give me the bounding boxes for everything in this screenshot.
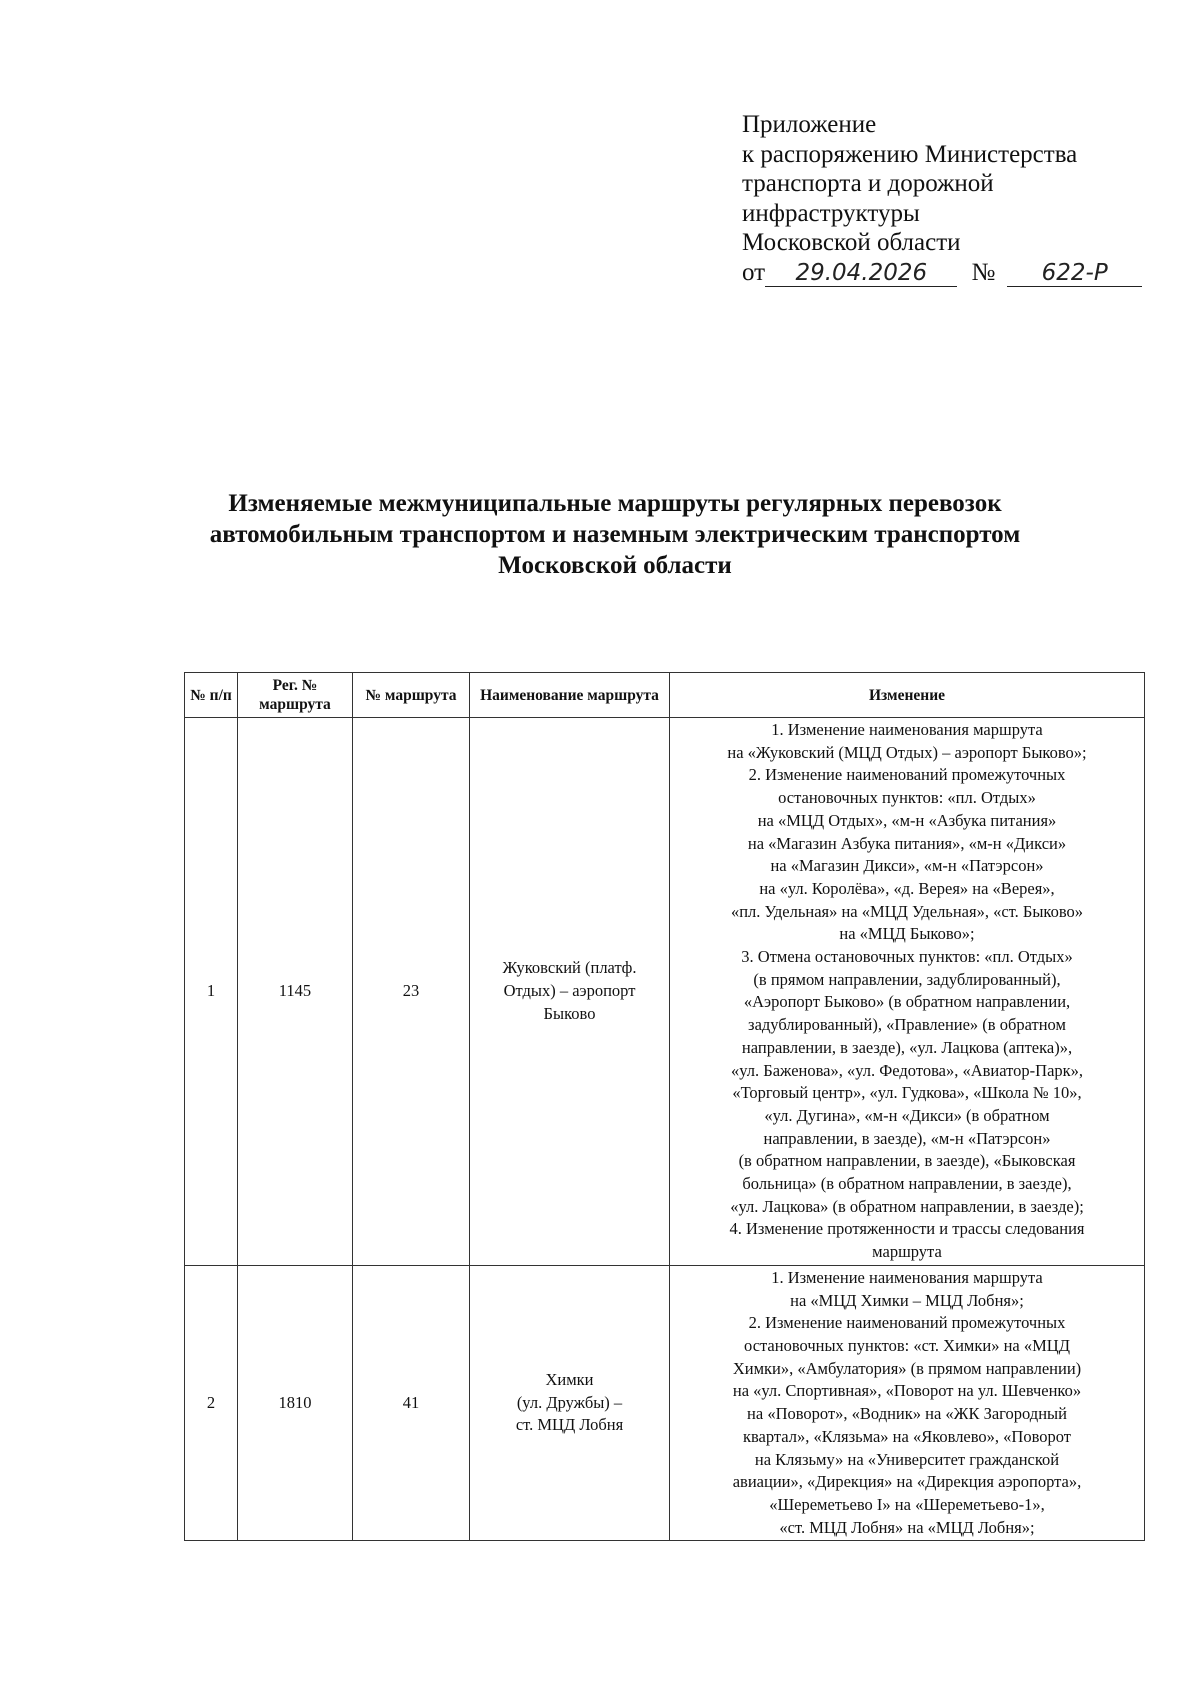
change-line: «ул. Баженова», «ул. Федотова», «Авиатор-Парк», <box>730 1060 1084 1080</box>
change-line: на «МЦД Быково»; <box>839 924 975 944</box>
table-row <box>185 718 1145 1266</box>
change-line: авиации», «Дирекция» на «Дирекция аэропорта», <box>732 1472 1082 1492</box>
cell-num: 2 <box>185 1265 238 1540</box>
route-name-line: (ул. Дружбы) – <box>516 1392 623 1412</box>
title-line: автомобильным транспортом и наземным электрическим транспортом <box>209 521 1021 548</box>
change-line: на «Поворот», «Водник» на «ЖК Загородный <box>747 1404 1067 1424</box>
routes-table <box>184 672 1145 1541</box>
change-line: больница» (в обратном направлении, в заезде), <box>742 1174 1072 1194</box>
cell-num: 1 <box>185 718 238 1266</box>
change-line: направлении, в заезде), «м-н «Патэрсон» <box>763 1128 1051 1148</box>
change-line: Химки», «Амбулатория» (в прямом направлении) <box>732 1358 1082 1378</box>
cell-route-name <box>470 1265 670 1540</box>
route-name-line: Жуковский (платф. <box>502 958 637 978</box>
change-line: 2. Изменение наименований промежуточных <box>748 1313 1066 1333</box>
change-line: «Торговый центр», «ул. Гудкова», «Школа № 10», <box>732 1083 1082 1103</box>
appendix-block <box>742 110 1142 287</box>
appendix-line: транспорта и дорожной <box>742 170 994 197</box>
cell-reg-number: 1810 <box>238 1265 353 1540</box>
change-line: «Шереметьево I» на «Шереметьево-1», <box>769 1494 1045 1514</box>
header-reg-number: Рег. № маршрута <box>238 673 353 718</box>
number-prefix: № <box>971 258 996 286</box>
change-line: «пл. Удельная» на «МЦД Удельная», «ст. Быково» <box>730 901 1084 921</box>
change-line: 1. Изменение наименования маршрута <box>771 1267 1043 1287</box>
header-route-number: № маршрута <box>353 673 470 718</box>
header-route-name: Наименование маршрута <box>470 673 670 718</box>
route-name-line: ст. МЦД Лобня <box>515 1415 624 1435</box>
cell-change <box>670 1265 1145 1540</box>
handwritten-number: 622-Р <box>1007 260 1142 287</box>
change-line: «ул. Дугина», «м-н «Дикси» (в обратном <box>764 1105 1050 1125</box>
change-line: 1. Изменение наименования маршрута <box>771 720 1043 739</box>
change-line: (в обратном направлении, в заезде), «Быковская <box>738 1151 1076 1171</box>
cell-reg-number: 1145 <box>238 718 353 1266</box>
cell-route-name <box>470 718 670 1266</box>
change-line: на «Магазин Дикси», «м-н «Патэрсон» <box>770 856 1044 876</box>
change-line: на «МЦД Химки – МЦД Лобня»; <box>790 1290 1024 1310</box>
appendix-line: инфраструктуры <box>742 199 920 227</box>
route-name-line: Быково <box>543 1003 596 1023</box>
appendix-line: к распоряжению Министерства <box>742 140 1078 168</box>
cell-route-number: 41 <box>353 1265 470 1540</box>
change-line: на «Магазин Азбука питания», «м-н «Дикси» <box>747 833 1067 853</box>
change-line: 2. Изменение наименований промежуточных <box>748 765 1066 785</box>
handwritten-date: 29.04.2026 <box>765 260 957 287</box>
change-line: (в прямом направлении, задублированный), <box>753 969 1061 989</box>
appendix-line: Приложение <box>742 111 877 138</box>
table-row <box>185 1265 1145 1540</box>
route-name-line: Химки <box>545 1370 594 1390</box>
change-line: маршрута <box>872 1242 942 1262</box>
change-line: на «МЦД Отдых», «м-н «Азбука питания» <box>757 810 1057 830</box>
cell-change <box>670 718 1145 1266</box>
change-line: 3. Отмена остановочных пунктов: «пл. Отдых» <box>741 947 1073 967</box>
appendix-line: Московской области <box>742 229 961 256</box>
change-line: «Аэропорт Быково» (в обратном направлении, <box>743 992 1071 1012</box>
change-line: «ст. МЦД Лобня» на «МЦД Лобня»; <box>779 1517 1035 1537</box>
change-line: задублированный), «Правление» (в обратном <box>748 1015 1066 1035</box>
change-line: на Клязьму» на «Университет гражданской <box>754 1449 1060 1469</box>
change-line: остановочных пунктов: «пл. Отдых» <box>778 788 1036 808</box>
title-line: Московской области <box>498 552 732 579</box>
header-num: № п/п <box>185 673 238 718</box>
change-line: квартал», «Клязьма» на «Яковлево», «Поворот <box>742 1426 1072 1446</box>
change-line: «ул. Лацкова» (в обратном направлении, в заезде); <box>730 1196 1084 1216</box>
route-name-line: Отдых) – аэропорт <box>503 981 636 1001</box>
change-line: остановочных пунктов: «ст. Химки» на «МЦД <box>744 1335 1070 1355</box>
cell-route-number: 23 <box>353 718 470 1266</box>
date-number-line <box>742 258 1142 288</box>
change-line: на «ул. Спортивная», «Поворот на ул. Шевченко» <box>732 1381 1082 1401</box>
change-line: 4. Изменение протяженности и трассы следования <box>729 1219 1085 1239</box>
change-line: на «Жуковский (МЦД Отдых) – аэропорт Быково»; <box>727 742 1087 762</box>
date-prefix: от <box>742 258 766 286</box>
table-header-row <box>185 673 1145 718</box>
title-line: Изменяемые межмуниципальные маршруты регулярных перевозок <box>228 490 1002 517</box>
document-title <box>150 488 1080 581</box>
header-change: Изменение <box>670 673 1145 718</box>
change-line: на «ул. Королёва», «д. Верея» на «Верея», <box>759 878 1055 898</box>
change-line: направлении, в заезде), «ул. Лацкова (аптека)», <box>741 1037 1073 1057</box>
